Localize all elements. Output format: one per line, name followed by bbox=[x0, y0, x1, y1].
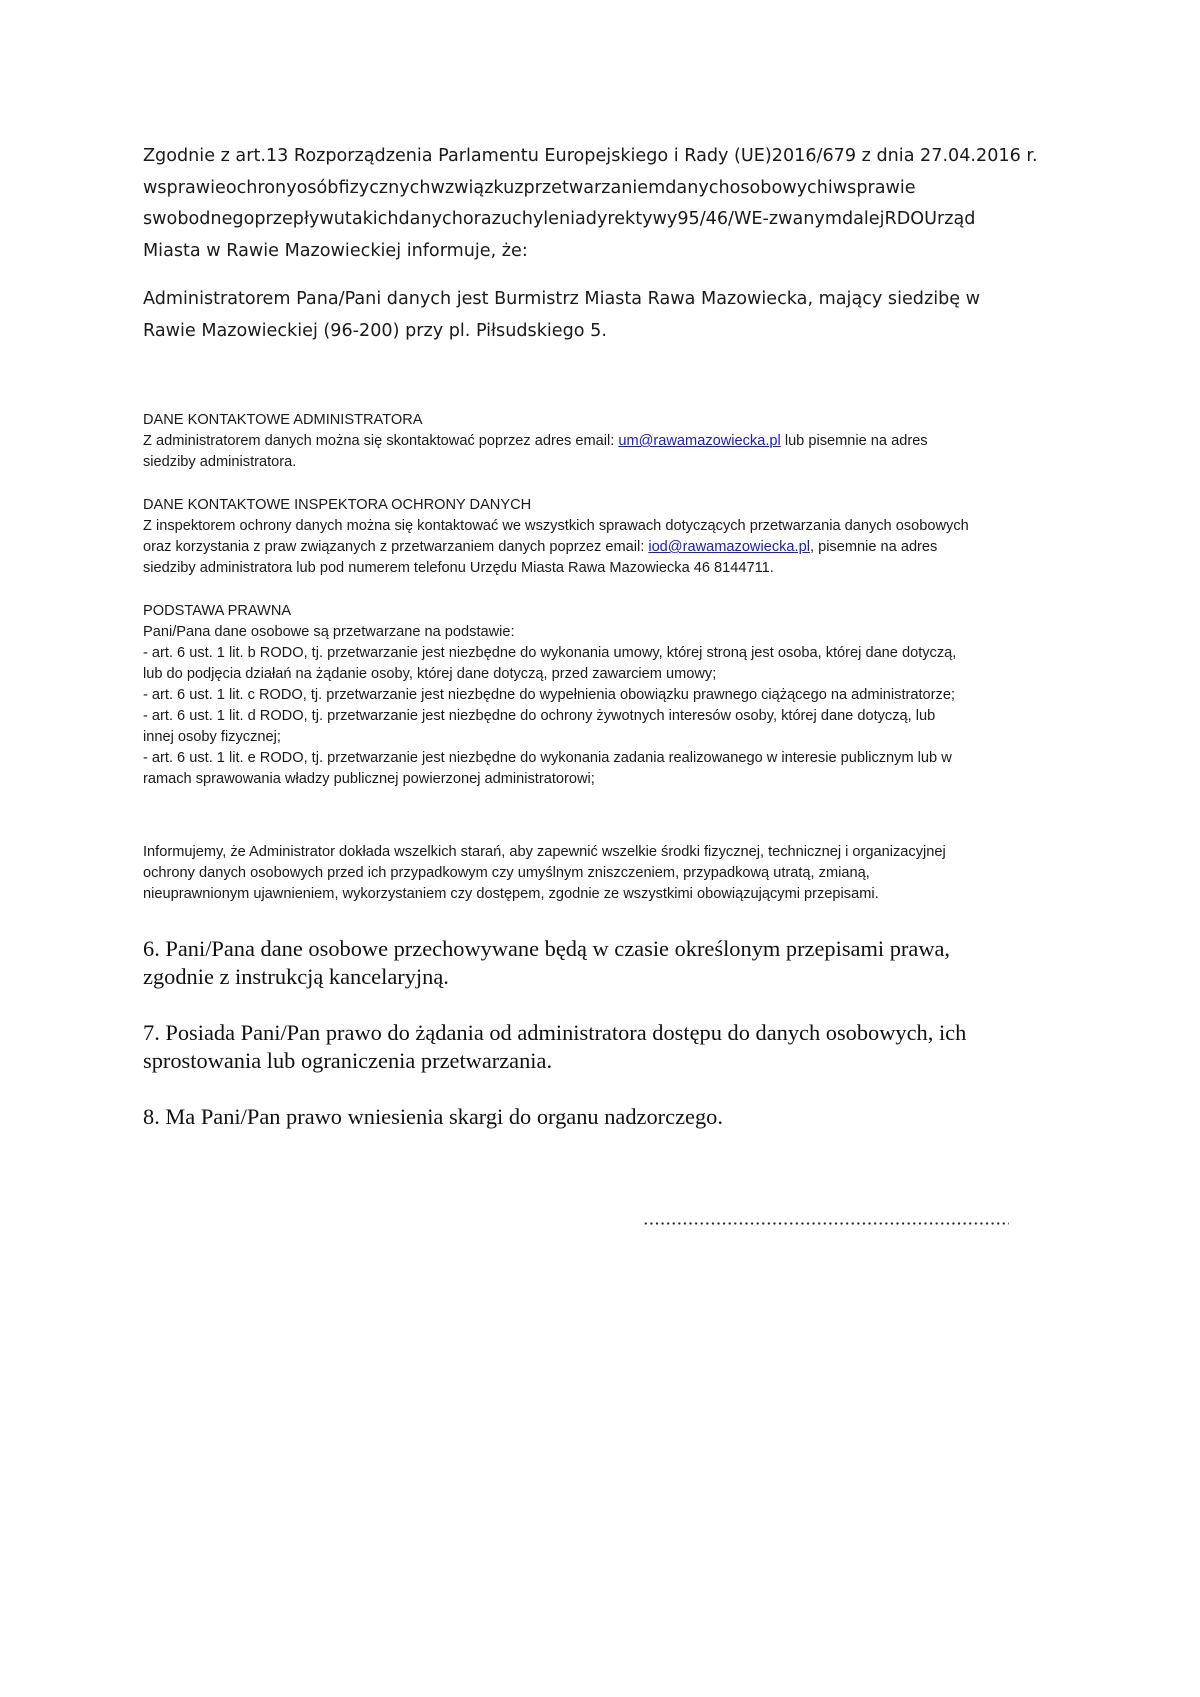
word: uchylenia bbox=[500, 209, 586, 229]
text: Z administratorem danych można się skontaktować poprzez adres email: bbox=[143, 433, 619, 449]
iod-contact-section bbox=[143, 495, 969, 579]
point-line: zgodnie z instrukcją kancelaryjną. bbox=[143, 963, 449, 989]
word: swobodnego bbox=[143, 209, 255, 229]
legal-basis-line: lub do podjęcia działań na żądanie osoby, której dane dotyczą, przed zawarciem umowy; bbox=[143, 666, 717, 682]
admin-email-link[interactable]: um@rawamazowiecka.pl bbox=[618, 433, 781, 449]
point-line: 8. Ma Pani/Pan prawo wniesienia skargi do organu nadzorczego. bbox=[143, 1104, 723, 1129]
security-line: nieuprawnionym ujawnieniem, wykorzystaniem czy dostępem, zgodnie ze wszystkimi obowiązującymi przepisami. bbox=[143, 886, 879, 902]
point-line: 7. Posiada Pani/Pan prawo do żądania od administratora dostępu do danych osobowych, ich bbox=[143, 1020, 967, 1045]
iod-email-link[interactable]: iod@rawamazowiecka.pl bbox=[648, 539, 810, 555]
word: RDO bbox=[884, 209, 925, 229]
legal-basis-line: Pani/Pana dane osobowe są przetwarzane na podstawie: bbox=[143, 624, 515, 640]
word: dalej bbox=[841, 209, 885, 229]
word: z bbox=[514, 177, 524, 198]
point-line: sprostowania lub ograniczenia przetwarzania. bbox=[143, 1047, 553, 1073]
word: fizycznych bbox=[338, 177, 431, 198]
word: 95/46/WE- bbox=[677, 209, 769, 229]
admin-contact-section bbox=[143, 410, 928, 473]
security-note bbox=[143, 842, 946, 905]
word: ochrony bbox=[225, 177, 297, 198]
word: sprawie bbox=[847, 177, 916, 198]
word: zwanym bbox=[768, 209, 842, 229]
legal-basis-line: - art. 6 ust. 1 lit. b RODO, tj. przetwarzanie jest niezbędne do wykonania umowy, której stroną jest osoba, której dane dotyczą, bbox=[143, 645, 957, 661]
word: związku bbox=[444, 177, 515, 198]
word: sprawie bbox=[157, 177, 226, 198]
word: w bbox=[430, 177, 445, 198]
word: osób bbox=[296, 177, 339, 198]
point-line: 6. Pani/Pana dane osobowe przechowywane będą w czasie określonym przepisami prawa, bbox=[143, 936, 951, 961]
word: przetwarzaniem bbox=[523, 177, 666, 198]
intro-line bbox=[143, 173, 1057, 205]
administrator-line: Administratorem Pana/Pani danych jest Burmistrz Miasta Rawa Mazowiecka, mający siedzibę w bbox=[143, 289, 981, 309]
word: oraz bbox=[462, 209, 501, 229]
intro-line: Miasta w Rawie Mazowieckiej informuje, że: bbox=[143, 240, 528, 261]
text: oraz korzystania z praw związanych z przetwarzaniem danych poprzez email: bbox=[143, 539, 649, 555]
legal-basis-line: innej osoby fizycznej; bbox=[143, 729, 281, 745]
text: , pisemnie na adres bbox=[809, 539, 938, 555]
word: danych bbox=[398, 209, 463, 229]
administrator-paragraph bbox=[143, 284, 980, 347]
section-heading: DANE KONTAKTOWE ADMINISTRATORA bbox=[143, 412, 423, 428]
intro-line bbox=[143, 204, 1057, 236]
administrator-line: Rawie Mazowieckiej (96-200) przy pl. Piłsudskiego 5. bbox=[143, 320, 607, 341]
word: osobowych bbox=[729, 177, 828, 198]
word: w bbox=[143, 177, 158, 198]
word: i bbox=[827, 177, 833, 198]
admin-contact-line: siedziby administratora. bbox=[143, 454, 297, 470]
word: dyrektywy bbox=[585, 209, 678, 229]
intro-paragraph bbox=[143, 141, 1057, 267]
text: lub pisemnie na adres bbox=[780, 433, 928, 449]
point-7 bbox=[143, 1019, 966, 1074]
word: danych bbox=[665, 177, 730, 198]
iod-contact-line bbox=[143, 537, 969, 558]
security-line: ochrony danych osobowych przed ich przypadkowym czy umyślnym zniszczeniem, przypadkową utratą, zmianą, bbox=[143, 865, 870, 881]
iod-contact-line: Z inspektorem ochrony danych można się kontaktować we wszystkich sprawach dotyczących przetwarzania danych osobowych bbox=[143, 518, 969, 534]
legal-basis-line: - art. 6 ust. 1 lit. d RODO, tj. przetwarzanie jest niezbędne do ochrony żywotnych interesów osoby, której dane dotyczą, lub bbox=[143, 708, 936, 724]
point-8 bbox=[143, 1103, 723, 1131]
intro-line: Zgodnie z art.13 Rozporządzenia Parlamentu Europejskiego i Rady (UE)2016/679 z dnia 27.04.2016 r. bbox=[143, 146, 1038, 166]
legal-basis-line: - art. 6 ust. 1 lit. e RODO, tj. przetwarzanie jest niezbędne do wykonania zadania realizowanego w interesie publicznym lub w bbox=[143, 750, 952, 766]
point-6 bbox=[143, 935, 950, 990]
section-heading: PODSTAWA PRAWNA bbox=[143, 603, 292, 619]
word: Urząd bbox=[924, 209, 976, 229]
iod-contact-line: siedziby administratora lub pod numerem telefonu Urzędu Miasta Rawa Mazowiecka 46 8144711. bbox=[143, 560, 774, 576]
admin-contact-line bbox=[143, 431, 928, 452]
word: takich bbox=[344, 209, 399, 229]
section-heading: DANE KONTAKTOWE INSPEKTORA OCHRONY DANYCH bbox=[143, 497, 532, 513]
legal-basis-section bbox=[143, 601, 956, 790]
word: w bbox=[832, 177, 848, 198]
legal-basis-line: ramach sprawowania władzy publicznej powierzonej administratorowi; bbox=[143, 771, 595, 787]
security-line: Informujemy, że Administrator dokłada wszelkich starań, aby zapewnić wszelkie środki fizycznej, technicznej i organizacyjnej bbox=[143, 844, 946, 860]
signature-line bbox=[643, 1222, 1009, 1225]
legal-basis-line: - art. 6 ust. 1 lit. c RODO, tj. przetwarzanie jest niezbędne do wypełnienia obowiązku prawnego ciążącego na administratorze; bbox=[143, 687, 955, 703]
word: przepływu bbox=[254, 209, 345, 229]
